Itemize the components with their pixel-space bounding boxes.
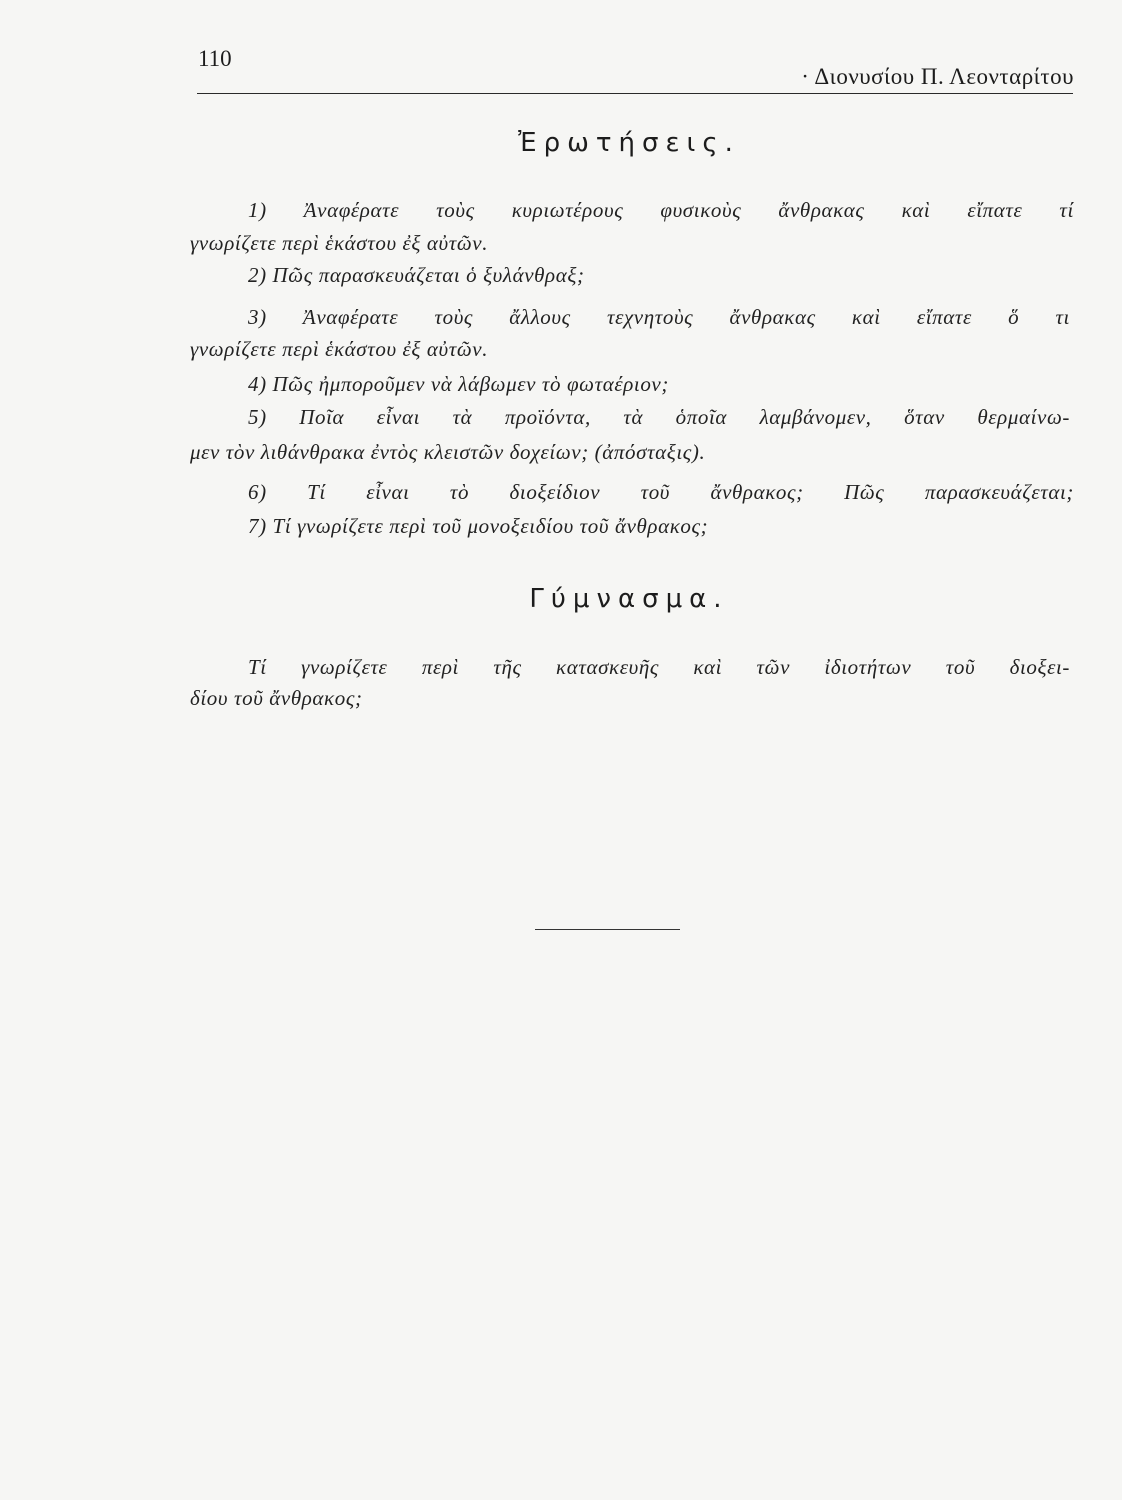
question-3-line-1: 3) Ἀναφέρατε τοὺς ἄλλους τεχνητοὺς ἄνθρακας καὶ εἴπατε ὅ τι: [248, 305, 1070, 329]
exercise-heading: Γύμνασμα.: [529, 584, 729, 614]
question-7: 7) Τί γνωρίζετε περὶ τοῦ μονοξειδίου τοῦ ἄνθρακος;: [248, 514, 709, 538]
exercise-line-1: Τί γνωρίζετε περὶ τῆς κατασκευῆς καὶ τῶν ἰδιοτήτων τοῦ διοξει-: [248, 655, 1070, 679]
running-title: · Διονυσίου Π. Λεονταρίτου: [801, 64, 1074, 89]
question-4: 4) Πῶς ἠμποροῦμεν νὰ λάβωμεν τὸ φωταέριον;: [248, 372, 669, 396]
question-1-line-1: 1) Ἀναφέρατε τοὺς κυριωτέρους φυσικοὺς ἄνθρακας καὶ εἴπατε τί: [248, 198, 1074, 222]
header-rule: [197, 93, 1073, 94]
exercise-line-2: δίου τοῦ ἄνθρακος;: [190, 686, 363, 710]
end-rule: [535, 929, 680, 930]
page-number: 110: [198, 46, 232, 71]
question-1-line-2: γνωρίζετε περὶ ἑκάστου ἐξ αὐτῶν.: [190, 231, 489, 255]
question-5-line-1: 5) Ποῖα εἶναι τὰ προϊόντα, τὰ ὁποῖα λαμβάνομεν, ὅταν θερμαίνω-: [248, 405, 1070, 429]
questions-heading: Ἐρωτήσεις.: [518, 128, 740, 158]
question-3-line-2: γνωρίζετε περὶ ἑκάστου ἐξ αὐτῶν.: [190, 337, 489, 361]
question-5-line-2: μεν τὸν λιθάνθρακα ἐντὸς κλειστῶν δοχείων; (ἀπόσταξις).: [190, 440, 706, 464]
question-2: 2) Πῶς παρασκευάζεται ὁ ξυλάνθραξ;: [248, 263, 585, 287]
question-6: 6) Τί εἶναι τὸ διοξείδιον τοῦ ἄνθρακος; Πῶς παρασκευάζεται;: [248, 480, 1074, 504]
